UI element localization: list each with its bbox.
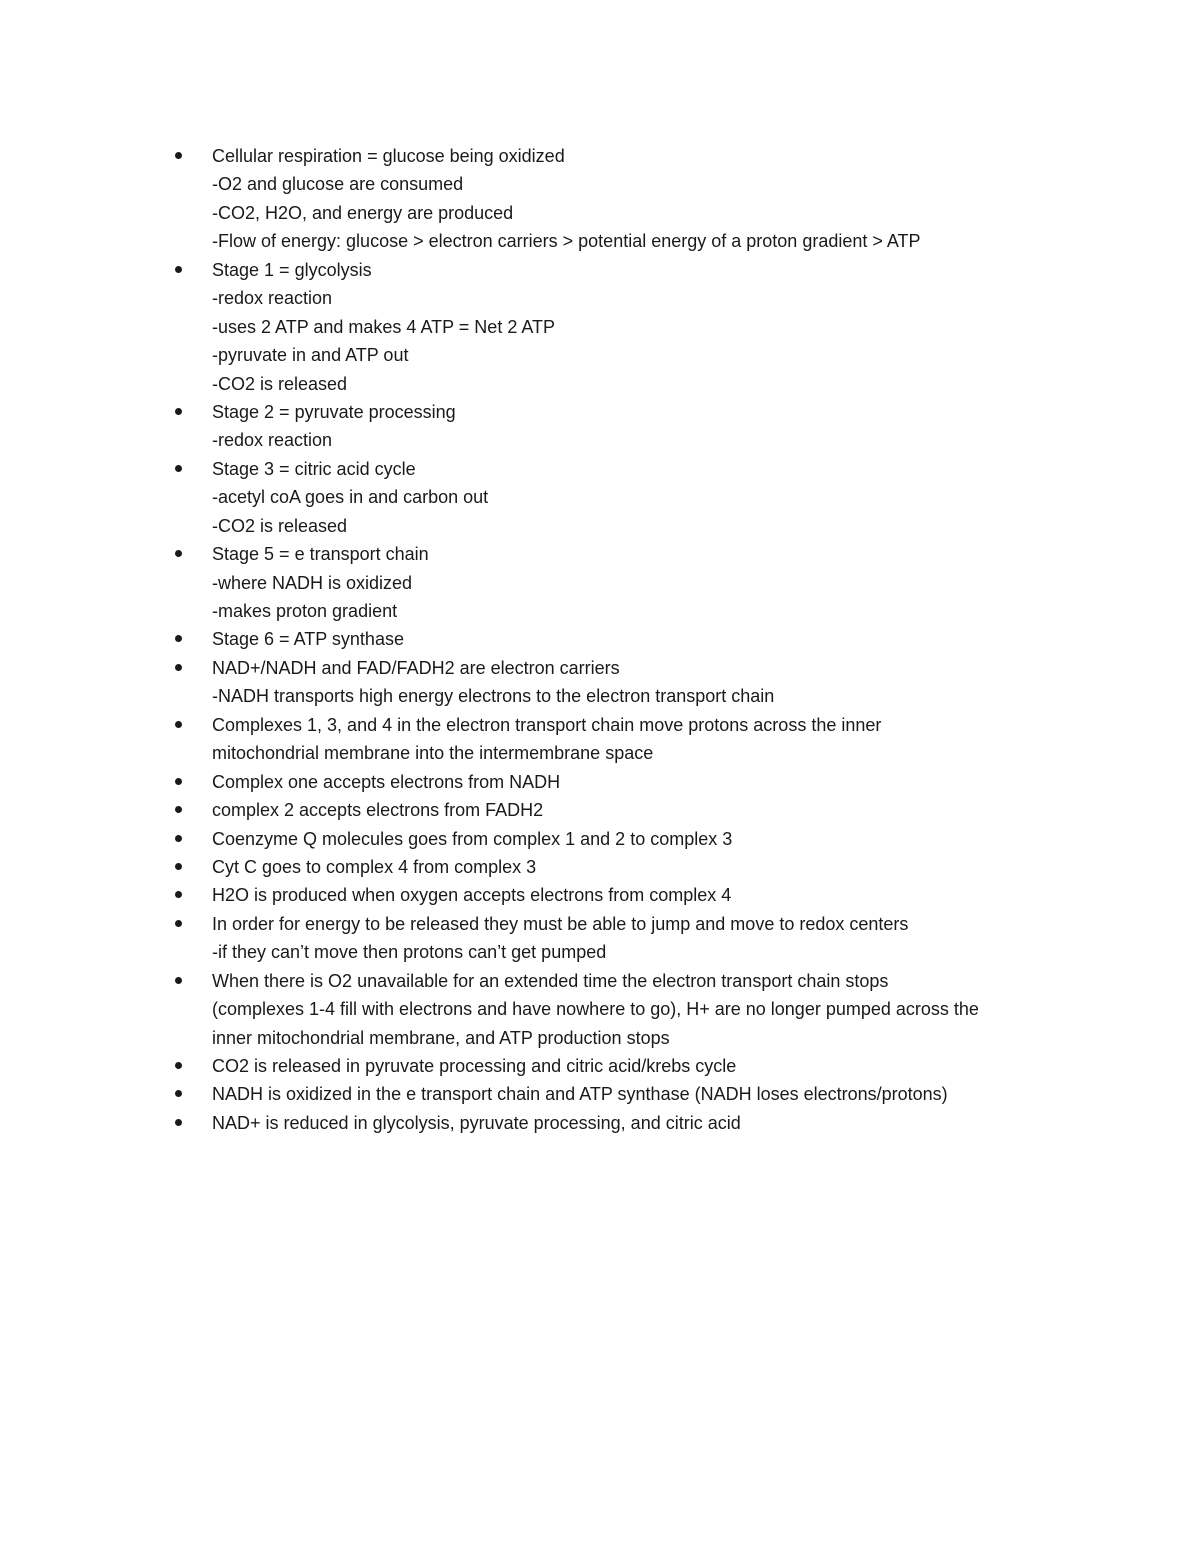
bullet-icon (175, 152, 182, 159)
list-item (170, 455, 1070, 540)
list-item-subline: -CO2 is released (212, 515, 348, 536)
bullet-icon (175, 806, 182, 813)
list-item-text: CO2 is released in pyruvate processing and citric acid/krebs cycle (212, 1056, 737, 1076)
list-item (170, 398, 1070, 455)
list-item (170, 625, 1070, 653)
list-item (170, 142, 1070, 256)
list-item (170, 1109, 1070, 1137)
bullet-icon (175, 1062, 182, 1069)
bullet-icon (175, 977, 182, 984)
list-item-text: Stage 5 = e transport chain (212, 544, 429, 565)
list-item-subline: -where NADH is oxidized (212, 572, 413, 593)
list-item-subline: -NADH transports high energy electrons to the electron transport chain (212, 686, 775, 707)
list-item-text: complex 2 accepts electrons from FADH2 (212, 800, 544, 821)
list-item-text: Stage 6 = ATP synthase (212, 629, 404, 650)
list-item (170, 256, 1070, 398)
list-item (170, 711, 1070, 768)
bullet-icon (175, 863, 182, 870)
list-item-subline: -if they can’t move then protons can’t get pumped (212, 942, 607, 963)
list-item-text: Stage 1 = glycolysis (212, 259, 372, 280)
list-item-subline: -CO2, H2O, and energy are produced (212, 202, 514, 223)
list-item (170, 881, 1070, 909)
list-item-subline: -CO2 is released (212, 373, 348, 394)
notes-bullet-list (170, 142, 1070, 1137)
list-item-subline: -makes proton gradient (212, 601, 398, 621)
list-item-subline: -acetyl coA goes in and carbon out (212, 487, 489, 508)
list-item-subline: -redox reaction (212, 430, 333, 451)
list-item-text: NAD+/NADH and FAD/FADH2 are electron carriers (212, 657, 620, 678)
bullet-icon (175, 920, 182, 927)
list-item-text: Cyt C goes to complex 4 from complex 3 (212, 856, 537, 877)
bullet-icon (175, 266, 182, 273)
list-item-text: Stage 3 = citric acid cycle (212, 458, 416, 479)
list-item (170, 967, 1070, 1052)
list-item-subline: -O2 and glucose are consumed (212, 174, 464, 195)
list-item (170, 1080, 1070, 1108)
bullet-icon (175, 465, 182, 472)
bullet-icon (175, 835, 182, 842)
bullet-icon (175, 778, 182, 785)
list-item (170, 540, 1070, 625)
list-item-subline: -uses 2 ATP and makes 4 ATP = Net 2 ATP (212, 316, 556, 337)
list-item-text: NAD+ is reduced in glycolysis, pyruvate processing, and citric acid (212, 1112, 741, 1133)
bullet-icon (175, 635, 182, 642)
list-item (170, 853, 1070, 881)
list-item (170, 654, 1070, 711)
list-item-text: In order for energy to be released they must be able to jump and move to redox centers (212, 913, 909, 934)
bullet-icon (175, 664, 182, 671)
list-item-text: Coenzyme Q molecules goes from complex 1 and 2 to complex 3 (212, 828, 733, 849)
bullet-icon (175, 550, 182, 557)
bullet-icon (175, 1119, 182, 1126)
list-item-subline: mitochondrial membrane into the intermembrane space (212, 743, 654, 764)
list-item (170, 825, 1070, 853)
list-item (170, 1052, 1070, 1080)
list-item (170, 768, 1070, 796)
list-item-text: When there is O2 unavailable for an extended time the electron transport chain stops (212, 970, 889, 991)
bullet-icon (175, 891, 182, 898)
list-item-text: NADH is oxidized in the e transport chain and ATP synthase (NADH loses electrons/protons) (212, 1084, 948, 1105)
list-item-subline: -pyruvate in and ATP out (212, 345, 409, 366)
list-item (170, 910, 1070, 967)
bullet-icon (175, 721, 182, 728)
bullet-icon (175, 1090, 182, 1097)
list-item-subline: inner mitochondrial membrane, and ATP production stops (212, 1027, 670, 1048)
list-item-text: Complex one accepts electrons from NADH (212, 771, 561, 792)
list-item-text: Complexes 1, 3, and 4 in the electron transport chain move protons across the inner (212, 714, 882, 735)
list-item-text: H2O is produced when oxygen accepts electrons from complex 4 (212, 885, 732, 906)
list-item-subline: -redox reaction (212, 288, 333, 309)
list-item (170, 796, 1070, 824)
list-item-text: Cellular respiration = glucose being oxidized (212, 146, 565, 166)
list-item-subline: (complexes 1-4 fill with electrons and have nowhere to go), H+ are no longer pumped across the (212, 999, 979, 1020)
list-item-text: Stage 2 = pyruvate processing (212, 401, 456, 422)
list-item-subline: -Flow of energy: glucose > electron carriers > potential energy of a proton gradient > ATP (212, 231, 921, 252)
bullet-icon (175, 408, 182, 415)
